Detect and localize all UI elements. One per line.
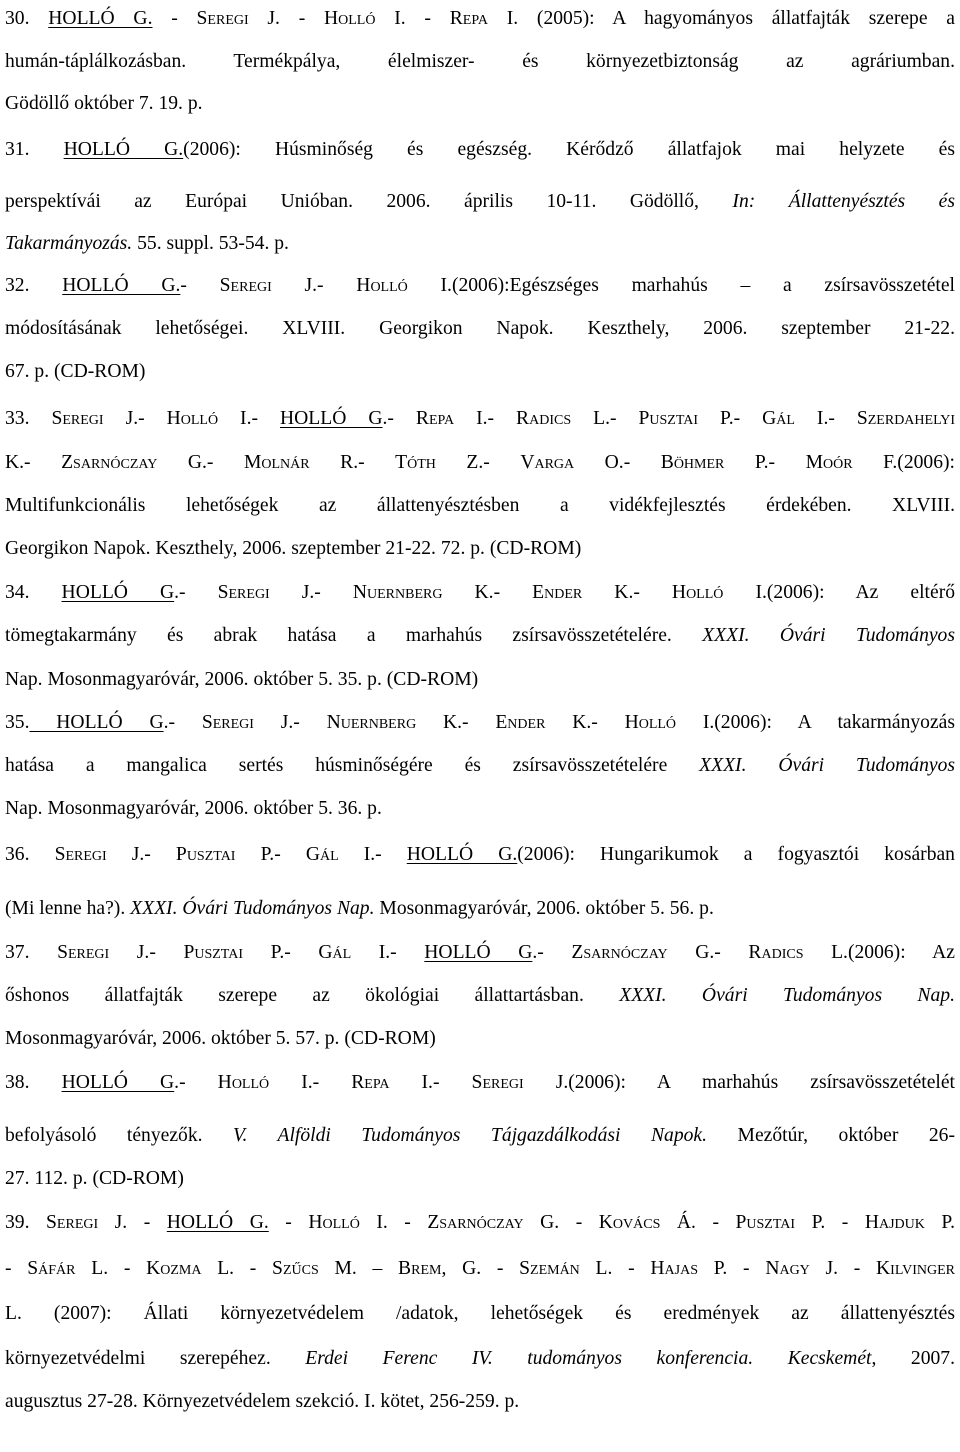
author-name: Nagy (765, 1258, 810, 1279)
reference-line (5, 312, 955, 346)
citation-text: K.- (442, 582, 533, 603)
citation-text: 32. (5, 275, 63, 296)
reference-line (5, 892, 955, 926)
citation-text: I.- (269, 1072, 352, 1093)
citation-text: I.- (338, 844, 407, 865)
author-name: Nuernberg (352, 582, 443, 603)
venue-title: XXXI. Óvári Tudományos Nap. (619, 985, 955, 1006)
author-name: Zsarnóczay (427, 1212, 524, 1233)
citation-text: 38. (5, 1072, 62, 1093)
citation-text: K.- (545, 712, 625, 733)
author-name: Kozma (146, 1258, 202, 1279)
citation-text: Mosonmagyaróvár, 2006. október 5. 56. p. (374, 898, 714, 919)
reference-line (5, 1119, 955, 1153)
venue-title: XXXI. Óvári Tudományos Nap. (130, 898, 375, 919)
highlighted-author: HOLLÓ G. (48, 8, 153, 29)
citation-text: I.- (351, 942, 425, 963)
author-name: Tóth (395, 452, 436, 473)
citation-text: Á. - (660, 1212, 736, 1233)
citation-text: J.- (106, 844, 176, 865)
author-name: Pusztai (735, 1212, 796, 1233)
citation-text: .- (174, 1072, 218, 1093)
reference-line (5, 133, 955, 167)
reference-line (5, 1342, 955, 1376)
citation-text: L.(2006): Az (803, 942, 955, 963)
highlighted-author: HOLLÓ G (61, 582, 175, 603)
citation-text: P.- (724, 452, 806, 473)
author-name: Seregi (219, 275, 272, 296)
venue-title: In: Állattenyésztés és (732, 191, 955, 212)
author-name: Gál (305, 844, 339, 865)
reference-line (5, 706, 955, 740)
citation-text: I. - (375, 8, 450, 29)
reference-line (5, 87, 955, 121)
author-name: Radics (748, 942, 804, 963)
citation-text: , 2007. (871, 1348, 955, 1369)
citation-text: Mosonmagyaróvár, 2006. október 5. 57. p. (CD-ROM) (5, 1028, 436, 1049)
citation-text: J. - (248, 8, 324, 29)
reference-line (5, 1162, 955, 1196)
citation-text: J. - (98, 1212, 167, 1233)
citation-text: I.- (454, 408, 517, 429)
reference-line (5, 1252, 955, 1286)
citation-text: J. - (809, 1258, 877, 1279)
citation-text: - (180, 275, 220, 296)
citation-text: M. – (318, 1258, 399, 1279)
citation-text: befolyásoló tényezők. (5, 1125, 234, 1146)
citation-text: J.(2006): A marhahús zsírsavösszetételét (523, 1072, 956, 1093)
citation-text: , G. - (441, 1258, 520, 1279)
reference-line (5, 1206, 955, 1240)
reference-line (5, 227, 955, 261)
reference-line (5, 2, 955, 36)
author-name: Seregi (57, 942, 110, 963)
citation-text: I.- (218, 408, 280, 429)
citation-text: G.- (157, 452, 244, 473)
author-name: Repa (415, 408, 455, 429)
author-name: Seregi (471, 1072, 524, 1093)
highlighted-author: HOLLÓ G. (406, 844, 518, 865)
author-name: Moór (805, 452, 853, 473)
venue-title: V. Alföldi Tudományos Tájgazdálkodási Napok. (233, 1125, 708, 1146)
reference-line (5, 185, 955, 219)
reference-line (5, 489, 955, 523)
citation-text: I.(2006): Az eltérő (723, 582, 956, 603)
citation-text: augusztus 27-28. Környezetvédelem szekció. I. kötet, 256-259. p. (5, 1391, 520, 1412)
citation-text: humán-táplálkozásban. Termékpálya, élelmiszer- és környezetbiztonság az agráriumban. (5, 51, 955, 72)
reference-line (5, 532, 955, 566)
citation-text: G. - (523, 1212, 599, 1233)
author-name: Nuernberg (326, 712, 417, 733)
author-name: Brem (398, 1258, 442, 1279)
author-name: Kilvinger (876, 1258, 955, 1279)
author-name: Holló (356, 275, 408, 296)
citation-text: L. - (75, 1258, 147, 1279)
reference-line (5, 792, 955, 826)
citation-text: J.- (253, 712, 327, 733)
citation-text: L. (2007): Állati környezetvédelem /adatok, lehetőségek és eredmények az állattenyésztés (5, 1303, 955, 1324)
citation-text: Nap. Mosonmagyaróvár, 2006. október 5. 35. p. (CD-ROM) (5, 669, 479, 690)
citation-text: L. - (201, 1258, 273, 1279)
highlighted-author: HOLLÓ G (61, 1072, 175, 1093)
author-name: Holló (671, 582, 724, 603)
reference-line (5, 663, 955, 697)
citation-text: L. - (579, 1258, 651, 1279)
citation-text: .- (382, 408, 416, 429)
citation-text: .- (174, 582, 218, 603)
citation-text: hatása a mangalica sertés húsminőségére és zsírsavösszetételére (5, 755, 700, 776)
author-name: Holló (308, 1212, 360, 1233)
author-name: Szűcs (272, 1258, 319, 1279)
citation-text: R.- (309, 452, 396, 473)
author-name: Kovács (598, 1212, 661, 1233)
citation-text: Z.- (435, 452, 521, 473)
reference-line (5, 446, 955, 480)
citation-text: Nap. Mosonmagyaróvár, 2006. október 5. 36. p. (5, 798, 382, 819)
highlighted-author: HOLLÓ G. (62, 275, 181, 296)
author-name: Sáfár (27, 1258, 76, 1279)
reference-line (5, 45, 955, 79)
venue-title: XXXI. Óvári Tudományos (699, 755, 955, 776)
citation-text: I. (2005): A hagyományos állatfajták szerepe a (487, 8, 955, 29)
highlighted-author: HOLLÓ G (29, 712, 164, 733)
citation-text: J.- (269, 582, 353, 603)
citation-text: .- (532, 942, 572, 963)
citation-text: P.- (235, 844, 306, 865)
author-name: Hajduk (864, 1212, 925, 1233)
citation-text: J.- (103, 408, 167, 429)
reference-line (5, 402, 955, 436)
reference-line (5, 1066, 955, 1100)
citation-text: K.- (5, 452, 62, 473)
citation-text: K.- (582, 582, 672, 603)
reference-line (5, 838, 955, 872)
reference-line (5, 936, 955, 970)
highlighted-author: HOLLÓ G. (166, 1212, 269, 1233)
author-name: Seregi (51, 408, 104, 429)
author-name: Szemán (519, 1258, 580, 1279)
citation-text: F.(2006): (852, 452, 955, 473)
reference-line (5, 269, 955, 303)
citation-text: O.- (574, 452, 661, 473)
reference-line (5, 979, 955, 1013)
author-name: Holló (166, 408, 219, 429)
citation-text: Multifunkcionális lehetőségek az állattenyésztésben a vidékfejlesztés érdekében. XLVIII. (5, 495, 955, 516)
author-name: Holló (217, 1072, 270, 1093)
author-name: Pusztai (175, 844, 236, 865)
citation-text: J.- (109, 942, 184, 963)
author-name: Zsarnóczay (61, 452, 158, 473)
citation-text: Mezőtúr, október 26- (707, 1125, 955, 1146)
citation-text: őshonos állatfajták szerepe az ökológiai állattartásban. (5, 985, 620, 1006)
citation-text: I.- (794, 408, 857, 429)
author-name: Zsarnóczay (571, 942, 668, 963)
venue-title: Erdei Ferenc IV. tudományos konferencia. Kecskemét (305, 1348, 872, 1369)
citation-text: K.- (416, 712, 496, 733)
author-name: Hajas (650, 1258, 698, 1279)
reference-line (5, 1385, 955, 1419)
reference-line (5, 1022, 955, 1056)
author-name: Szerdahelyi (856, 408, 956, 429)
author-name: Seregi (54, 844, 107, 865)
citation-text: J.- (271, 275, 357, 296)
citation-text: módosításának lehetőségei. XLVIII. Georgikon Napok. Keszthely, 2006. szeptember 21-22. (5, 318, 955, 339)
highlighted-author: HOLLÓ G (279, 408, 383, 429)
venue-title: XXXI. Óvári Tudományos (702, 625, 955, 646)
author-name: Repa (351, 1072, 390, 1093)
author-name: Seregi (196, 8, 249, 29)
citation-text: I.- (389, 1072, 472, 1093)
citation-text: I. - (359, 1212, 428, 1233)
highlighted-author: HOLLÓ G. (63, 139, 184, 160)
highlighted-author: HOLLÓ G (424, 942, 533, 963)
citation-text: 36. (5, 844, 55, 865)
citation-text: - (268, 1212, 309, 1233)
citation-text: tömegtakarmány és abrak hatása a marhahús zsírsavösszetételére. (5, 625, 703, 646)
author-name: Gál (318, 942, 352, 963)
author-name: Holló (624, 712, 677, 733)
citation-text: Gödöllő október 7. 19. p. (5, 93, 203, 114)
citation-text: (2006): Hungarikumok a fogyasztói kosárban (517, 844, 955, 865)
author-name: Molnár (243, 452, 310, 473)
citation-text: - (152, 8, 197, 29)
citation-text: P. - (697, 1258, 766, 1279)
author-name: Pusztai (638, 408, 699, 429)
author-name: Repa (449, 8, 488, 29)
citation-text: I. (407, 275, 452, 296)
venue-title: Takarmányozás. (5, 233, 133, 254)
reference-line (5, 619, 955, 653)
citation-text: 31. (5, 139, 64, 160)
citation-text: 39. (5, 1212, 47, 1233)
citation-text: (2006):Egészséges marhahús – a zsírsavösszetétel (451, 275, 955, 296)
author-name: Gál (762, 408, 795, 429)
citation-text: Georgikon Napok. Keszthely, 2006. szeptember 21-22. 72. p. (CD-ROM) (5, 538, 582, 559)
author-name: Ender (495, 712, 546, 733)
citation-text: (2006): Húsminőség és egészség. Kérődző állatfajok mai helyzete és (183, 139, 955, 160)
author-name: Radics (516, 408, 572, 429)
citation-text: 35. (5, 712, 30, 733)
author-name: Varga (520, 452, 575, 473)
author-name: Holló (324, 8, 376, 29)
citation-text: G.- (667, 942, 749, 963)
citation-text: 30. (5, 8, 49, 29)
citation-text: P. - (795, 1212, 865, 1233)
reference-line (5, 1297, 955, 1331)
citation-text: 67. p. (CD-ROM) (5, 361, 146, 382)
citation-text: (Mi lenne ha?). (5, 898, 131, 919)
citation-text: perspektívái az Európai Unióban. 2006. április 10-11. Gödöllő, (5, 191, 733, 212)
author-name: Böhmer (660, 452, 725, 473)
author-name: Ender (532, 582, 583, 603)
citation-text: 34. (5, 582, 62, 603)
citation-text: P.- (698, 408, 763, 429)
citation-text: .- (163, 712, 202, 733)
author-name: Pusztai (183, 942, 244, 963)
citation-text: L.- (571, 408, 639, 429)
citation-text: 33. (5, 408, 52, 429)
author-name: Seregi (46, 1212, 99, 1233)
citation-text: I.(2006): A takarmányozás (676, 712, 955, 733)
citation-text: 37. (5, 942, 58, 963)
reference-line (5, 749, 955, 783)
citation-text: környezetvédelmi szerepéhez. (5, 1348, 306, 1369)
author-name: Seregi (201, 712, 254, 733)
citation-text: - (5, 1258, 28, 1279)
citation-text: 55. suppl. 53-54. p. (132, 233, 289, 254)
citation-text: P.- (243, 942, 319, 963)
citation-text: P. (924, 1212, 956, 1233)
author-name: Seregi (217, 582, 270, 603)
reference-line (5, 355, 955, 389)
citation-text: 27. 112. p. (CD-ROM) (5, 1168, 184, 1189)
reference-line (5, 576, 955, 610)
